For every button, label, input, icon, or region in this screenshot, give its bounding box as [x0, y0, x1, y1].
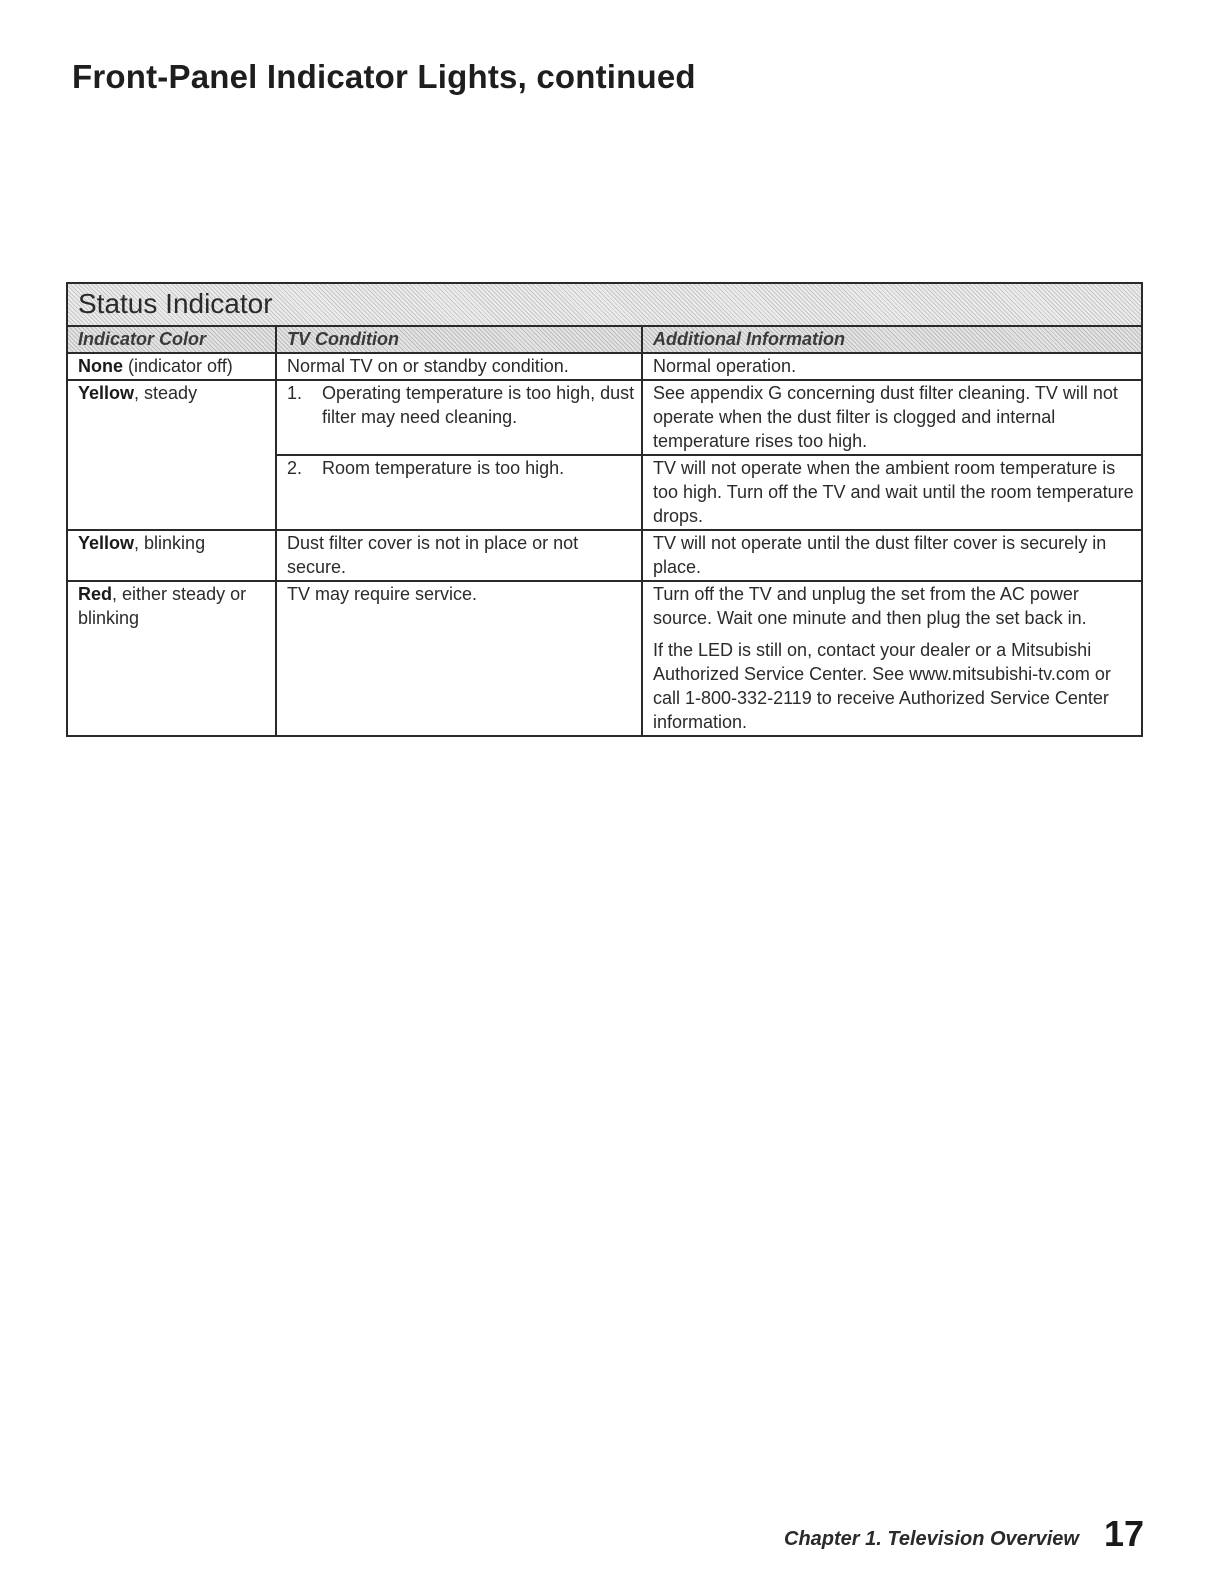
- indicator-color-detail: , steady: [134, 383, 198, 403]
- step-text: Operating temperature is too high, dust filter may need cleaning.: [322, 383, 635, 427]
- indicator-color-name: None: [78, 356, 123, 376]
- step-number: 2.: [287, 458, 303, 478]
- indicator-color-cell: [67, 353, 276, 380]
- tv-condition-cell: Dust filter cover is not in place or not secure.: [276, 530, 642, 581]
- page-number: 17: [1104, 1513, 1145, 1554]
- footer-chapter-title: Chapter 1. Television Overview: [784, 1528, 1079, 1550]
- numbered-step: [287, 456, 635, 480]
- additional-info-cell: [642, 581, 1142, 736]
- indicator-color-name: Yellow: [78, 533, 135, 553]
- table-row: [67, 353, 1142, 380]
- table-row: [67, 581, 1142, 736]
- indicator-color-detail: , either steady or blinking: [78, 584, 247, 628]
- indicator-color-name: Red: [78, 584, 113, 604]
- table-header-row: [67, 326, 1142, 353]
- indicator-color-detail: (indicator off): [123, 356, 233, 376]
- status-indicator-table: [66, 282, 1143, 737]
- tv-condition-cell: Normal TV on or standby condition.: [276, 353, 642, 380]
- step-text: Room temperature is too high.: [322, 458, 565, 478]
- table-row: [67, 530, 1142, 581]
- tv-condition-cell: [276, 380, 642, 455]
- additional-info-cell: TV will not operate until the dust filter cover is securely in place.: [642, 530, 1142, 581]
- table-caption: Status Indicator: [67, 283, 1142, 326]
- numbered-step: [287, 381, 635, 429]
- indicator-color-name: Yellow: [78, 383, 135, 403]
- tv-condition-cell: [276, 455, 642, 530]
- page-title: Front-Panel Indicator Lights, continued: [72, 58, 696, 95]
- tv-condition-cell: TV may require service.: [276, 581, 642, 736]
- additional-info-cell: Normal operation.: [642, 353, 1142, 380]
- additional-info-cell: TV will not operate when the ambient room temperature is too high. Turn off the TV and wait until the room temperature drops.: [642, 455, 1142, 530]
- indicator-color-detail: , blinking: [134, 533, 206, 553]
- header-indicator-color: Indicator Color: [67, 326, 276, 353]
- indicator-color-cell: [67, 530, 276, 581]
- info-paragraph: If the LED is still on, contact your dealer or a Mitsubishi Authorized Service Center. See www.mitsubishi-tv.com or call 1-800-332-2119 to receive Authorized Service Center information.: [653, 640, 1111, 732]
- table-row: [67, 380, 1142, 455]
- info-paragraph: Turn off the TV and unplug the set from the AC power source. Wait one minute and then plug the set back in.: [653, 584, 1087, 628]
- step-number: 1.: [287, 383, 303, 403]
- indicator-color-cell: [67, 380, 276, 530]
- table-caption-row: [67, 283, 1142, 326]
- additional-info-cell: See appendix G concerning dust filter cleaning. TV will not operate when the dust filter is clogged and internal temperature rises too high.: [642, 380, 1142, 455]
- header-tv-condition: TV Condition: [276, 326, 642, 353]
- indicator-color-cell: [67, 581, 276, 736]
- header-additional-information: Additional Information: [642, 326, 1142, 353]
